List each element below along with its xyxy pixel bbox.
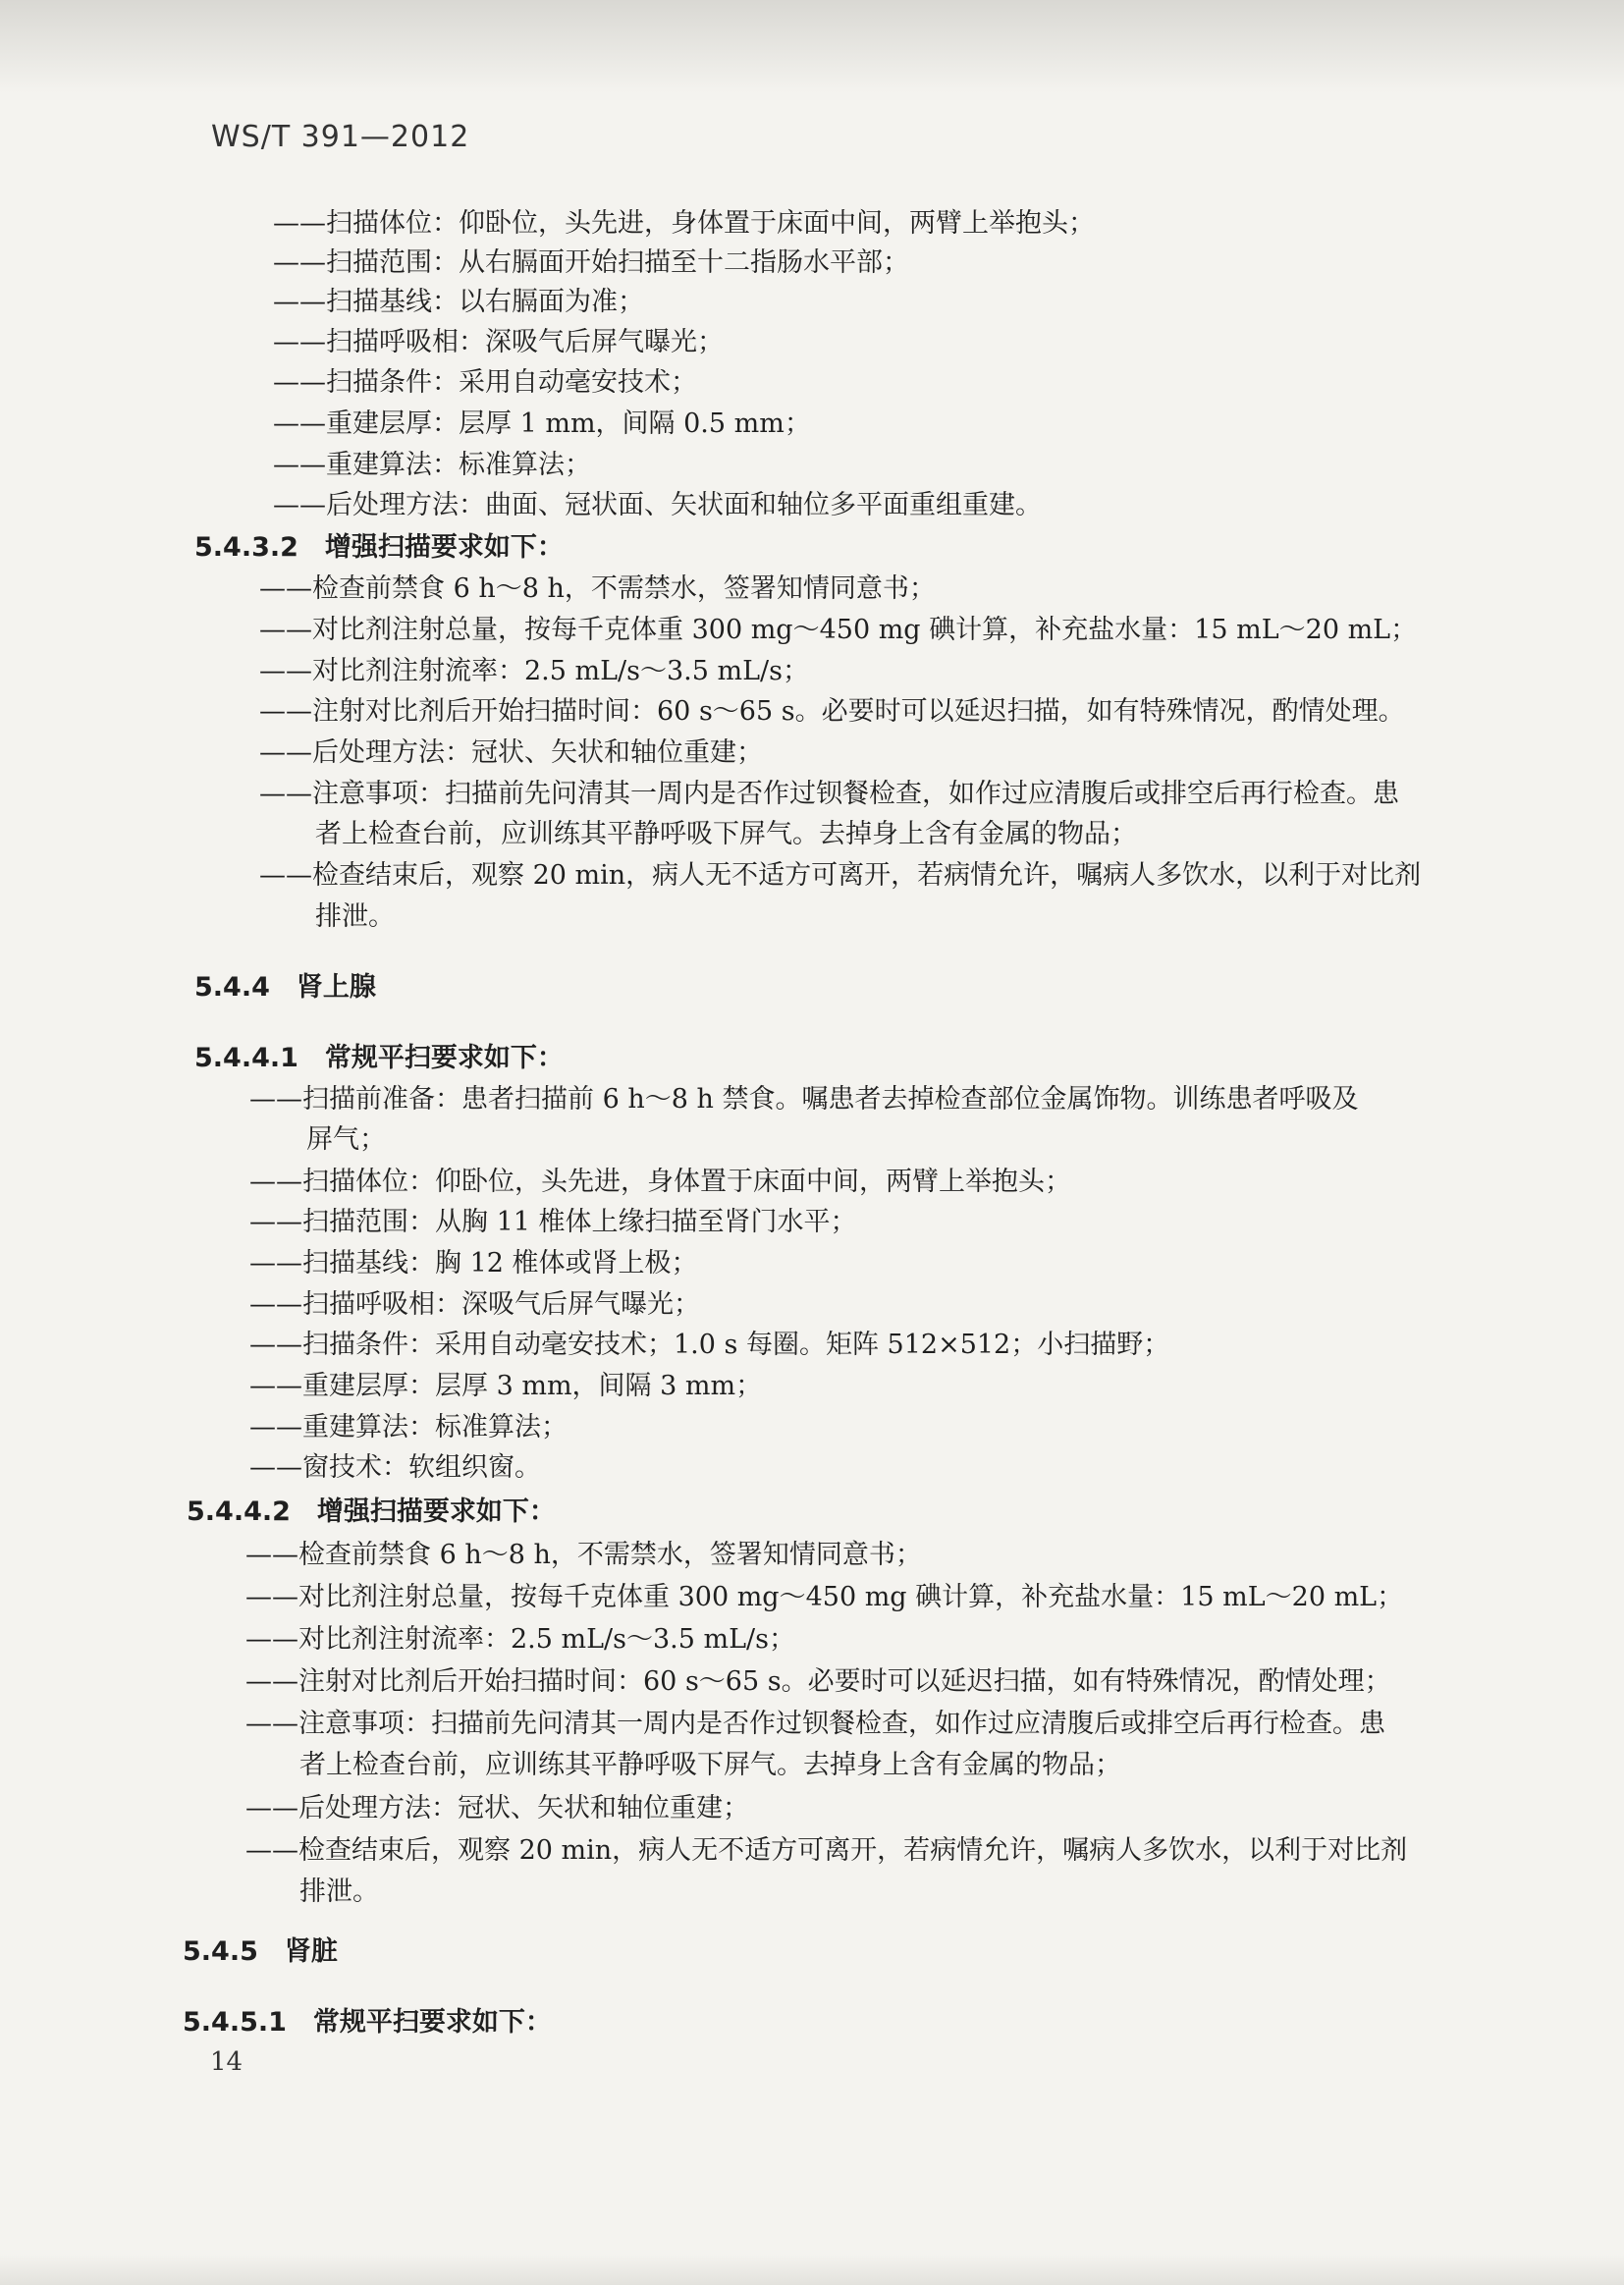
section-heading: 5.4.4.1 常规平扫要求如下： [194, 1043, 564, 1073]
text-line: ——窗技术：软组织窗。 [249, 1452, 541, 1483]
text-line: ——扫描基线：以右膈面为准； [273, 287, 644, 317]
text-line: ——扫描呼吸相：深吸气后屏气曝光； [273, 327, 724, 357]
text-line: 者上检查台前，应训练其平静呼吸下屏气。去掉身上含有金属的物品； [299, 1750, 1121, 1780]
text-line: ——扫描条件：采用自动毫安技术； [273, 367, 697, 398]
text-line: ——扫描条件：采用自动毫安技术；1.0 s 每圈。矩阵 512×512；小扫描野； [249, 1330, 1170, 1360]
page-number: 14 [210, 2047, 244, 2077]
text-line: ——注意事项：扫描前先问清其一周内是否作过钡餐检查，如作过应清腹后或排空后再行检查。患 [259, 779, 1399, 809]
text-line: ——扫描基线：胸 12 椎体或肾上极； [249, 1248, 698, 1279]
text-line: 排泄。 [299, 1877, 379, 1907]
text-line: 屏气； [306, 1124, 386, 1155]
text-line: ——重建层厚：层厚 1 mm，间隔 0.5 mm； [273, 408, 811, 439]
text-line: ——重建算法：标准算法； [249, 1412, 568, 1442]
scan-shadow-top [0, 0, 1624, 93]
text-line: ——注射对比剂后开始扫描时间：60 s～65 s。必要时可以延迟扫描，如有特殊情况，酌情处理； [245, 1666, 1391, 1697]
section-heading: 5.4.5 肾脏 [183, 1936, 338, 1967]
text-line: ——扫描体位：仰卧位，头先进，身体置于床面中间，两臂上举抱头； [273, 208, 1095, 239]
text-line: ——对比剂注射总量，按每千克体重 300 mg～450 mg 碘计算，补充盐水量：15 mL～20 mL； [245, 1582, 1404, 1612]
text-line: ——对比剂注射流率：2.5 mL/s～3.5 mL/s； [259, 656, 810, 686]
text-line: ——检查前禁食 6 h～8 h，不需禁水，签署知情同意书； [245, 1540, 922, 1570]
text-line: ——重建层厚：层厚 3 mm，间隔 3 mm； [249, 1371, 763, 1401]
section-heading: 5.4.4.2 增强扫描要求如下： [187, 1496, 556, 1527]
text-line: ——检查结束后，观察 20 min，病人无不适方可离开，若病情允许，嘱病人多饮水，以利于对比剂 [259, 860, 1422, 891]
section-heading: 5.4.4 肾上腺 [194, 972, 376, 1003]
text-line: ——对比剂注射总量，按每千克体重 300 mg～450 mg 碘计算，补充盐水量：15 mL～20 mL； [259, 615, 1418, 645]
section-heading: 5.4.3.2 增强扫描要求如下： [194, 532, 564, 563]
text-line: 者上检查台前，应训练其平静呼吸下屏气。去掉身上含有金属的物品； [315, 819, 1137, 849]
text-line: 排泄。 [315, 901, 395, 932]
text-line: ——扫描范围：从右膈面开始扫描至十二指肠水平部； [273, 247, 909, 278]
text-line: ——后处理方法：冠状、矢状和轴位重建； [245, 1793, 749, 1823]
text-line: ——检查前禁食 6 h～8 h，不需禁水，签署知情同意书； [259, 573, 936, 604]
text-line: ——重建算法：标准算法； [273, 450, 591, 480]
text-line: ——后处理方法：曲面、冠状面、矢状面和轴位多平面重组重建。 [273, 490, 1042, 520]
text-line: ——扫描呼吸相：深吸气后屏气曝光； [249, 1289, 700, 1320]
scan-shadow-bottom [0, 2255, 1624, 2285]
document-code: WS/T 391—2012 [211, 120, 470, 154]
text-line: ——扫描范围：从胸 11 椎体上缘扫描至肾门水平； [249, 1207, 857, 1237]
text-line: ——扫描体位：仰卧位，头先进，身体置于床面中间，两臂上举抱头； [249, 1167, 1071, 1197]
text-line: ——注意事项：扫描前先问清其一周内是否作过钡餐检查，如作过应清腹后或排空后再行检查。患 [245, 1709, 1385, 1739]
text-line: ——检查结束后，观察 20 min，病人无不适方可离开，若病情允许，嘱病人多饮水，以利于对比剂 [245, 1835, 1408, 1866]
text-line: ——对比剂注射流率：2.5 mL/s～3.5 mL/s； [245, 1624, 796, 1655]
text-line: ——注射对比剂后开始扫描时间：60 s～65 s。必要时可以延迟扫描，如有特殊情况，酌情处理。 [259, 696, 1405, 727]
text-line: ——后处理方法：冠状、矢状和轴位重建； [259, 737, 763, 768]
text-line: ——扫描前准备：患者扫描前 6 h～8 h 禁食。嘱患者去掉检查部位金属饰物。训练患者呼吸及 [249, 1084, 1359, 1115]
section-heading: 5.4.5.1 常规平扫要求如下： [183, 2007, 552, 2038]
